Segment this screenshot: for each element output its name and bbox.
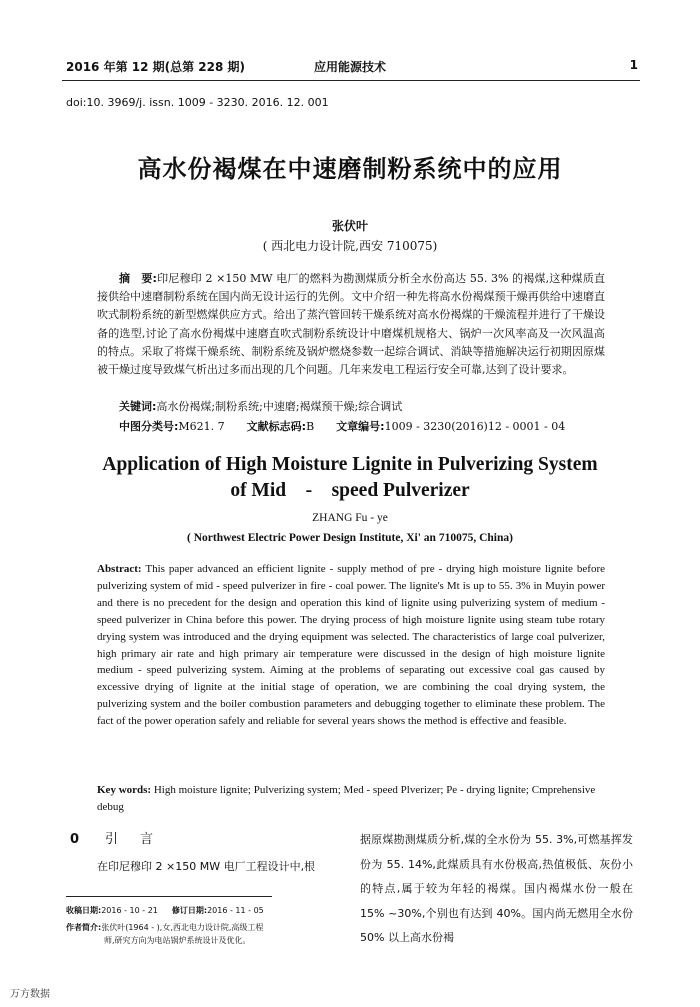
received-label: 收稿日期:: [66, 906, 102, 915]
revised-date: 2016 - 11 - 05: [207, 906, 264, 915]
article-number-value: 1009 - 3230(2016)12 - 0001 - 04: [384, 420, 566, 433]
bio-line2: 师,研究方向为电站锅炉系统设计及优化。: [104, 936, 251, 945]
abstract-en: [97, 561, 605, 730]
footnote-rule: [66, 896, 272, 897]
classification-line: [119, 418, 565, 434]
abstract-cn: [97, 270, 605, 379]
title-en: [0, 452, 700, 504]
clc-label: 中图分类号:: [119, 420, 179, 433]
header-journal: 应用能源技术: [313, 60, 386, 74]
keywords-en: [97, 782, 605, 816]
title-cn: 高水份褐煤在中速磨制粉系统中的应用: [137, 155, 563, 183]
doc-code-label: 文献标志码:: [246, 420, 307, 433]
bio-line1: 张伏叶(1964 - ),女,西北电力设计院,高级工程: [101, 923, 264, 932]
intro-left-text: 在印尼穆印 2 ×150 MW 电厂工程设计中,根: [97, 860, 316, 873]
title-en-line2: of Mid - speed Pulverizer: [230, 480, 470, 501]
author-en: ZHANG Fu - ye: [312, 512, 388, 524]
watermark: 万方数据: [10, 989, 50, 1000]
header-page-number: 1: [629, 58, 638, 72]
article-number-label: 文章编号:: [336, 420, 385, 433]
doi: doi:10. 3969/j. issn. 1009 - 3230. 2016. 12. 001: [66, 96, 329, 109]
title-en-line1: Application of High Moisture Lignite in Pulverizing System: [102, 454, 598, 475]
keywords-cn-text: 高水份褐煤;制粉系统;中速磨;褐煤预干燥;综合调试: [156, 400, 403, 413]
received-date: 2016 - 10 - 21: [101, 906, 158, 915]
keywords-en-label: Key words:: [97, 784, 152, 796]
abstract-en-label: Abstract:: [97, 563, 142, 575]
abstract-en-text: This paper advanced an efficient lignite - supply method of pre - drying high moisture lignite before pulverizing system of mid - speed pulverizer in fire - coal power. The lignite's Mt is up to 55. 3% in Muyin power and there is no precedent for the design and operation this kind of lignite using pulverizing system of medium - speed pulverizer in China before this power. The drying process of high moisture lignite using steam tube rotary drying system was introduced and the drying equipment was selected. The characteristics of large coal pulverizer, high primary air rate and high primary air temperature were discussed in the design of high moisture lignite medium - speed pulverizing system. Aiming at the problems of separating out excessive coal gas caused by excessive drying of lignite at the initial stage of operation, we are combining the coal drying system, the pulverizing system and the boiler combustion parameters and debugging together to eliminate these problem. The fact of the power operation safely and reliable for several years shows the method is effective and feasible.: [97, 563, 605, 728]
clc-value: M621. 7: [178, 420, 225, 433]
doc-code-value: B: [306, 420, 315, 433]
abstract-cn-text: 印尼穆印 2 ×150 MW 电厂的燃料为勘测煤质分析全水份高达 55. 3% 的褐煤,这种煤质直接供给中速磨制粉系统在国内尚无设计运行的先例。文中介绍一种先将高水份褐煤预干燥再供给中速磨直吹式制粉系统的新型燃煤供应方式。给出了蒸汽管回转干燥系统对高水份褐煤的干燥流程并进行了干燥设备的选型,讨论了高水份褐煤中速磨直吹式制粉系统设计中磨煤机规格大、锅炉一次风率高及一次风温高的特点。采取了将煤干燥系统、制粉系统及锅炉燃烧参数一起综合调试、消缺等措施解决运行初期因原煤被干燥过度导致煤气析出过多而出现的几个问题。几年来发电工程运行安全可靠,达到了设计要求。: [97, 272, 605, 377]
keywords-cn-label: 关键词:: [119, 400, 157, 413]
footnote-dates: [66, 905, 264, 916]
revised-label: 修订日期:: [171, 906, 208, 915]
bio-label: 作者简介:: [66, 923, 102, 932]
section-title: 引言: [105, 832, 176, 847]
section-heading: [70, 828, 175, 847]
section-number: 0: [70, 832, 80, 847]
keywords-en-text: High moisture lignite; Pulverizing system; Med - speed Plverizer; Pe - drying lignite; Cmprehensive debug: [97, 784, 596, 813]
author-cn: 张伏叶: [331, 219, 368, 233]
right-column-text: 据原煤勘测煤质分析,煤的全水份为 55. 3%,可燃基挥发份为 55. 14%,此煤质具有水份极高,热值极低、灰份小的特点,属于较为年轻的褐煤。国内褐煤水份一般在 15% ~30%,个别也有达到 40%。国内尚无燃用全水份 50% 以上高水份褐: [360, 833, 633, 944]
footnote-bio: [66, 921, 263, 947]
header-rule: [62, 80, 640, 81]
affiliation-cn: ( 西北电力设计院,西安 710075): [262, 239, 438, 253]
affiliation-en: ( Northwest Electric Power Design Institute, Xi' an 710075, China): [187, 532, 513, 544]
keywords-cn: [119, 398, 402, 414]
abstract-cn-label: 摘 要:: [119, 272, 157, 285]
header-issue: 2016 年第 12 期(总第 228 期): [66, 60, 246, 74]
